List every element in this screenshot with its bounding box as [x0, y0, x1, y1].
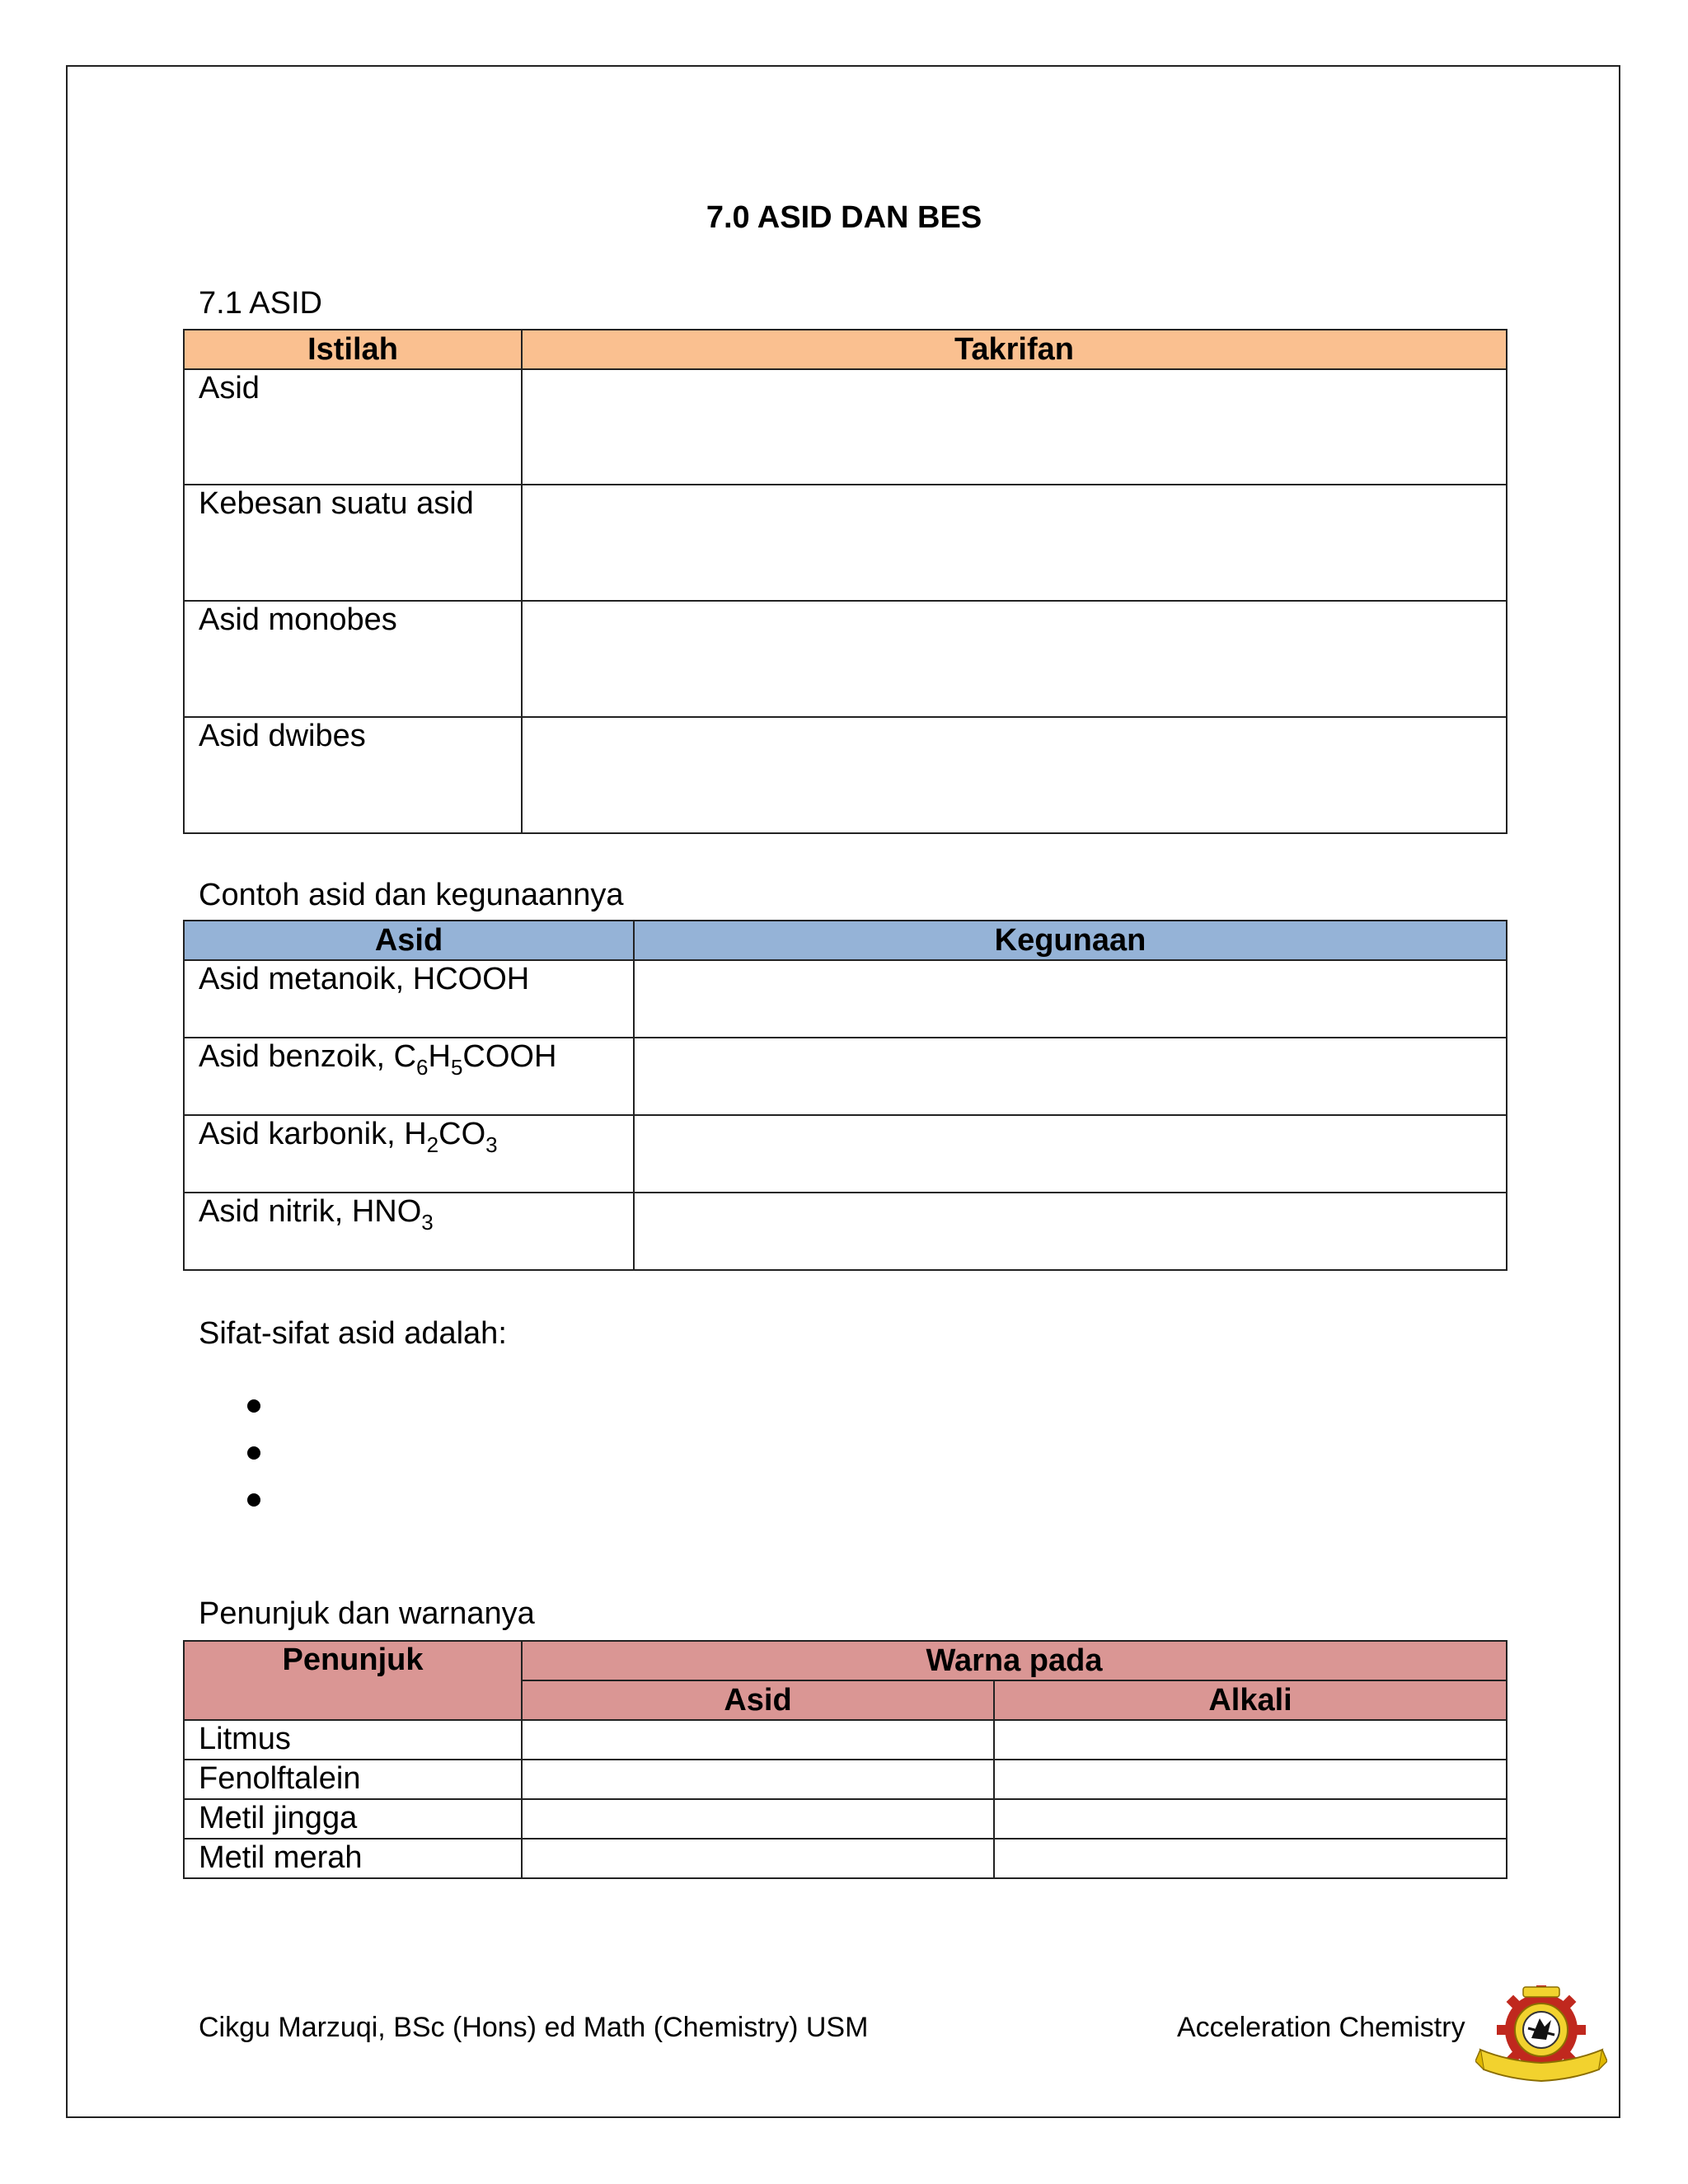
formula-text: COOH: [462, 1039, 557, 1074]
table-row: [184, 1839, 1507, 1878]
alkali-colour-cell[interactable]: [994, 1799, 1507, 1839]
section-heading-examples: Contoh asid dan kegunaannya: [199, 878, 624, 912]
acid-colour-cell[interactable]: [522, 1799, 994, 1839]
bullet-icon: [247, 1493, 260, 1507]
table-row: [184, 1115, 1507, 1193]
alkali-colour-cell[interactable]: [994, 1760, 1507, 1799]
term-cell: Kebesan suatu asid: [184, 485, 522, 601]
formula-subscript: 2: [426, 1132, 439, 1157]
formula-text: H: [428, 1039, 451, 1074]
acid-name-cell: [184, 1193, 634, 1270]
acid-colour-cell[interactable]: [522, 1760, 994, 1799]
header-asid: Asid: [184, 921, 634, 960]
definition-cell[interactable]: [522, 485, 1507, 601]
table-row: [184, 1193, 1507, 1270]
asid-terms-table: [183, 329, 1507, 834]
formula-subscript: 5: [450, 1055, 463, 1080]
table-row: [184, 1038, 1507, 1115]
document-title: 7.0 ASID DAN BES: [706, 200, 982, 235]
table-header-row: [184, 330, 1507, 369]
table-header-row: [184, 921, 1507, 960]
header-asid: Asid: [522, 1680, 994, 1720]
header-istilah: Istilah: [184, 330, 522, 369]
indicator-name-cell: Metil merah: [184, 1839, 522, 1878]
table-row: [184, 1799, 1507, 1839]
table-row: [184, 717, 1507, 833]
header-penunjuk: Penunjuk: [184, 1641, 522, 1720]
formula-text: CO: [438, 1117, 486, 1151]
usage-cell[interactable]: [634, 1115, 1507, 1193]
acid-colour-cell[interactable]: [522, 1720, 994, 1760]
formula-subscript: 3: [485, 1132, 498, 1157]
usage-cell[interactable]: [634, 1038, 1507, 1115]
acid-examples-table: [183, 920, 1507, 1271]
term-cell: Asid: [184, 369, 522, 485]
formula-subscript: 3: [421, 1210, 434, 1235]
usage-cell[interactable]: [634, 960, 1507, 1038]
table-row: [184, 1720, 1507, 1760]
indicator-name-cell: Fenolftalein: [184, 1760, 522, 1799]
footer-series: Acceleration Chemistry: [1177, 2012, 1465, 2043]
section-heading-indicators: Penunjuk dan warnanya: [199, 1596, 535, 1631]
section-heading-properties: Sifat-sifat asid adalah:: [199, 1316, 507, 1351]
acid-name-cell: [184, 1115, 634, 1193]
table-row: [184, 601, 1507, 717]
table-header-row: [184, 1641, 1507, 1680]
header-kegunaan: Kegunaan: [634, 921, 1507, 960]
header-takrifan: Takrifan: [522, 330, 1507, 369]
bullet-icon: [247, 1399, 260, 1413]
section-heading-asid: 7.1 ASID: [199, 286, 322, 321]
term-cell: Asid monobes: [184, 601, 522, 717]
header-alkali: Alkali: [994, 1680, 1507, 1720]
table-row: [184, 485, 1507, 601]
table-row: [184, 1760, 1507, 1799]
header-warna-pada: Warna pada: [522, 1641, 1507, 1680]
definition-cell[interactable]: [522, 369, 1507, 485]
acid-colour-cell[interactable]: [522, 1839, 994, 1878]
term-cell: Asid dwibes: [184, 717, 522, 833]
indicator-name-cell: Metil jingga: [184, 1799, 522, 1839]
formula-subscript: 6: [416, 1055, 429, 1080]
alkali-colour-cell[interactable]: [994, 1720, 1507, 1760]
usage-cell[interactable]: [634, 1193, 1507, 1270]
acid-name-cell: Asid metanoik, HCOOH: [184, 960, 634, 1038]
school-crest-logo-icon: [1475, 1982, 1607, 2085]
formula-text: Asid nitrik, HNO: [199, 1194, 422, 1229]
table-row: [184, 369, 1507, 485]
footer-author: Cikgu Marzuqi, BSc (Hons) ed Math (Chemistry) USM: [199, 2012, 869, 2043]
definition-cell[interactable]: [522, 601, 1507, 717]
indicator-name-cell: Litmus: [184, 1720, 522, 1760]
table-row: [184, 960, 1507, 1038]
indicator-colours-table: [183, 1640, 1507, 1879]
definition-cell[interactable]: [522, 717, 1507, 833]
formula-text: Asid benzoik, C: [199, 1039, 417, 1074]
alkali-colour-cell[interactable]: [994, 1839, 1507, 1878]
bullet-icon: [247, 1446, 260, 1460]
acid-name-cell: [184, 1038, 634, 1115]
formula-text: Asid karbonik, H: [199, 1117, 427, 1151]
